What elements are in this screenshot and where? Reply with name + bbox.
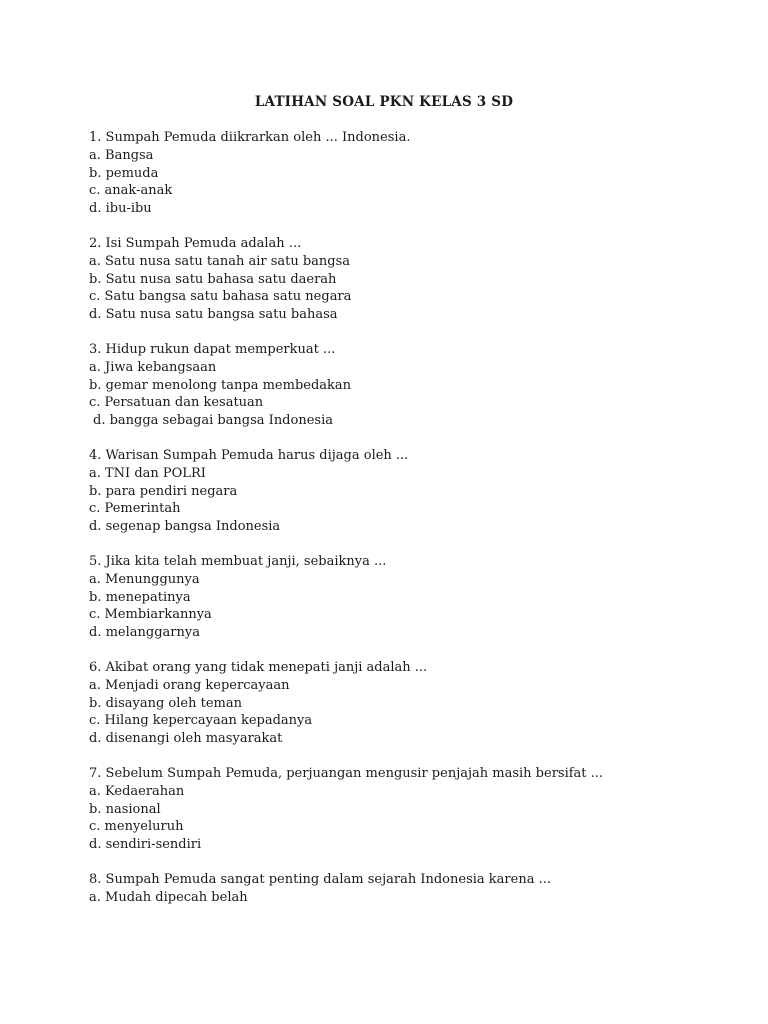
option-b: b. para pendiri negara <box>89 483 238 499</box>
option-a: a. Jiwa kebangsaan <box>89 359 217 375</box>
question-list <box>89 129 729 923</box>
option-b: b. Satu nusa satu bahasa satu daerah <box>89 271 337 287</box>
question-1 <box>89 129 729 218</box>
question-text: 2. Isi Sumpah Pemuda adalah ... <box>89 235 302 251</box>
option-c: c. anak-anak <box>89 183 173 199</box>
option-c: c. menyeluruh <box>89 819 184 835</box>
option-b: b. nasional <box>89 801 161 817</box>
question-4 <box>89 447 729 536</box>
option-d: d. disenangi oleh masyarakat <box>89 731 283 747</box>
question-text: 5. Jika kita telah membuat janji, sebaiknya ... <box>89 553 387 569</box>
option-c: c. Membiarkannya <box>89 607 212 623</box>
question-text: 6. Akibat orang yang tidak menepati janji adalah ... <box>89 659 428 675</box>
question-7 <box>89 765 729 854</box>
option-d: d. segenap bangsa Indonesia <box>89 519 281 535</box>
option-d: d. ibu-ibu <box>89 201 152 217</box>
option-a: a. Satu nusa satu tanah air satu bangsa <box>89 253 351 269</box>
question-text: 7. Sebelum Sumpah Pemuda, perjuangan mengusir penjajah masih bersifat ... <box>89 765 604 781</box>
question-text: 1. Sumpah Pemuda diikrarkan oleh ... Indonesia. <box>89 130 411 145</box>
question-5 <box>89 553 729 642</box>
option-d: d. sendiri-sendiri <box>89 837 202 853</box>
option-c: c. Persatuan dan kesatuan <box>89 395 264 411</box>
option-a: a. Menunggunya <box>89 571 200 587</box>
option-b: b. gemar menolong tanpa membedakan <box>89 377 352 393</box>
question-text: 3. Hidup rukun dapat memperkuat ... <box>89 341 336 357</box>
option-c: c. Satu bangsa satu bahasa satu negara <box>89 289 352 305</box>
question-3 <box>89 341 729 430</box>
question-2 <box>89 235 729 324</box>
option-b: b. pemuda <box>89 165 159 181</box>
option-a: a. Menjadi orang kepercayaan <box>89 677 290 693</box>
option-a: a. Kedaerahan <box>89 783 185 799</box>
question-text: 8. Sumpah Pemuda sangat penting dalam sejarah Indonesia karena ... <box>89 871 551 887</box>
option-c: c. Pemerintah <box>89 501 181 517</box>
option-b: b. disayang oleh teman <box>89 695 242 711</box>
question-6 <box>89 659 729 748</box>
option-d: d. melanggarnya <box>89 625 200 641</box>
option-d: d. Satu nusa satu bangsa satu bahasa <box>89 307 338 323</box>
option-a: a. TNI dan POLRI <box>89 465 206 481</box>
option-a: a. Bangsa <box>89 147 154 163</box>
option-b: b. menepatinya <box>89 589 191 605</box>
question-8 <box>89 871 729 907</box>
option-c: c. Hilang kepercayaan kepadanya <box>89 713 313 729</box>
question-text: 4. Warisan Sumpah Pemuda harus dijaga oleh ... <box>89 447 409 463</box>
option-d: d. bangga sebagai bangsa Indonesia <box>93 413 333 429</box>
option-a: a. Mudah dipecah belah <box>89 889 248 905</box>
document-title: LATIHAN SOAL PKN KELAS 3 SD <box>254 94 514 110</box>
